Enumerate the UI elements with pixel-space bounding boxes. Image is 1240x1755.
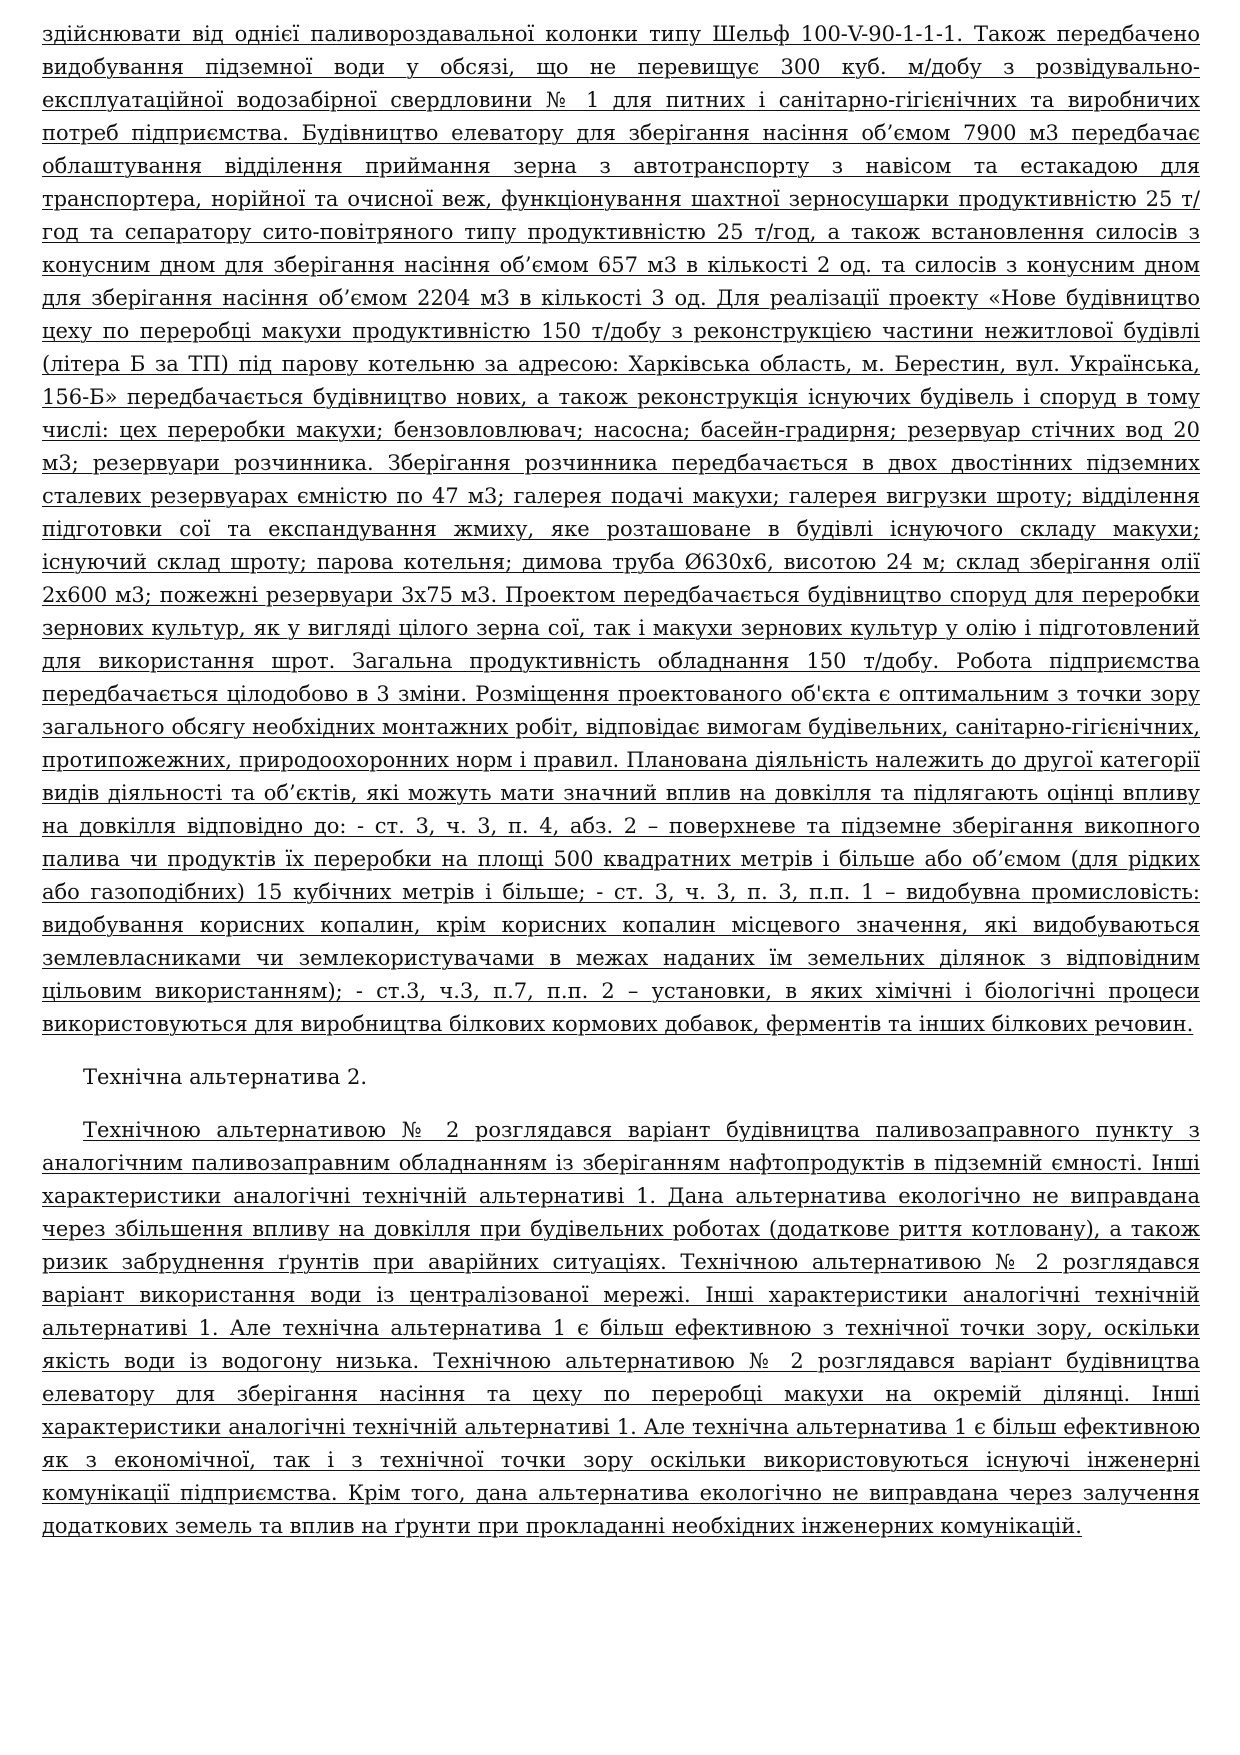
body-paragraph-2: Технічною альтернативою № 2 розглядався варіант будівництва паливозаправного пункту з аналогічним паливозаправним обладнанням із зберіганням нафтопродуктів в підземній ємності. Інші характеристики аналогічні технічній альтернативі 1. Дана альтернатива екологічно не виправдана через збільшення впливу на довкілля при будівельних роботах (додаткове риття котловану), а також ризик забруднення ґрунтів при аварійних ситуаціях. Технічною альтернативою № 2 розглядався варіант використання води із централізованої мережі. Інші характеристики аналогічні технічній альтернативі 1. Але технічна альтернатива 1 є більш ефективною з технічної точки зору, оскільки якість води із водогону низька. Технічною альтернативою № 2 розглядався варіант будівництва елеватору для зберігання насіння та цеху по переробці макухи на окремій ділянці. Інші характеристики аналогічні технічній альтернативі 1. Але технічна альтернатива 1 є більш ефективною як з економічної, так і з технічної точки зору оскільки використовуються існуючі інженерні комунікації підприємства. Крім того, дана альтернатива екологічно не виправдана через залучення додаткових земель та вплив на ґрунти при прокладанні необхідних інженерних комунікацій. (42, 1118, 1200, 1538)
body-paragraph-1: здійснювати від однієї паливороздавальної колонки типу Шельф 100-V-90-1-1-1. Також передбачено видобування підземної води у обсязі, що не перевищує 300 куб. м/добу з розвідувально-експлуатаційної водозабірної свердловини № 1 для питних і санітарно-гігієнічних та виробничих потреб підприємства. Будівництво елеватору для зберігання насіння об’ємом 7900 м3 передбачає облаштування відділення приймання зерна з автотранспорту з навісом та естакадою для транспортера, норійної та очисної веж, функціонування шахтної зерносушарки продуктивністю 25 т/год та сепаратору сито-повітряного типу продуктивністю 25 т/год, а також встановлення силосів з конусним дном для зберігання насіння об’ємом 657 м3 в кількості 2 од. та силосів з конусним дном для зберігання насіння об’ємом 2204 м3 в кількості 3 од. Для реалізації проекту «Нове будівництво цеху по переробці макухи продуктивністю 150 т/добу з реконструкцією частини нежитлової будівлі (літера Б за ТП) під парову котельню за адресою: Харківська область, м. Берестин, вул. Українська, 156-Б» передбачається будівництво нових, а також реконструкція існуючих будівель і споруд в тому числі: цех переробки макухи; бензовловлювач; насосна; басейн-градирня; резервуар стічних вод 20 м3; резервуари розчинника. Зберігання розчинника передбачається в двох двостінних підземних сталевих резервуарах ємністю по 47 м3; галерея подачі макухи; галерея вигрузки шроту; відділення підготовки сої та експандування жмиху, яке розташоване в будівлі існуючого складу макухи; існуючий склад шроту; парова котельня; димова труба Ø630х6, висотою 24 м; склад зберігання олії 2х600 м3; пожежні резервуари 3х75 м3. Проектом передбачається будівництво споруд для переробки зернових культур, як у вигляді цілого зерна сої, так і макухи зернових культур у олію і підготовлений для використання шрот. Загальна продуктивність обладнання 150 т/добу. Робота підприємства передбачається цілодобово в 3 зміни. Розміщення проектованого об'єкта є оптимальним з точки зору загального обсягу необхідних монтажних робіт, відповідає вимогам будівельних, санітарно-гігієнічних, протипожежних, природоохоронних норм і правил. Планована діяльність належить до другої категорії видів діяльності та об’єктів, які можуть мати значний вплив на довкілля та підлягають оцінці впливу на довкілля відповідно до: - ст. 3, ч. 3, п. 4, абз. 2 – поверхневе та підземне зберігання викопного палива чи продуктів їх переробки на площі 500 квадратних метрів і більше або об’ємом (для рідких або газоподібних) 15 кубічних метрів і більше; - ст. 3, ч. 3, п. 3, п.п. 1 – видобувна промисловість: видобування корисних копалин, крім корисних копалин місцевого значення, які видобуваються землевласниками чи землекористувачами в межах наданих їм земельних ділянок з відповідним цільовим використанням); - ст.3, ч.3, п.7, п.п. 2 – установки, в яких хімічні і біологічні процеси використовуються для виробництва білкових кормових добавок, ферментів та інших білкових речовин. (42, 22, 1200, 1036)
document-page (42, 18, 1200, 1543)
section-heading: Технічна альтернатива 2. (83, 1065, 368, 1089)
